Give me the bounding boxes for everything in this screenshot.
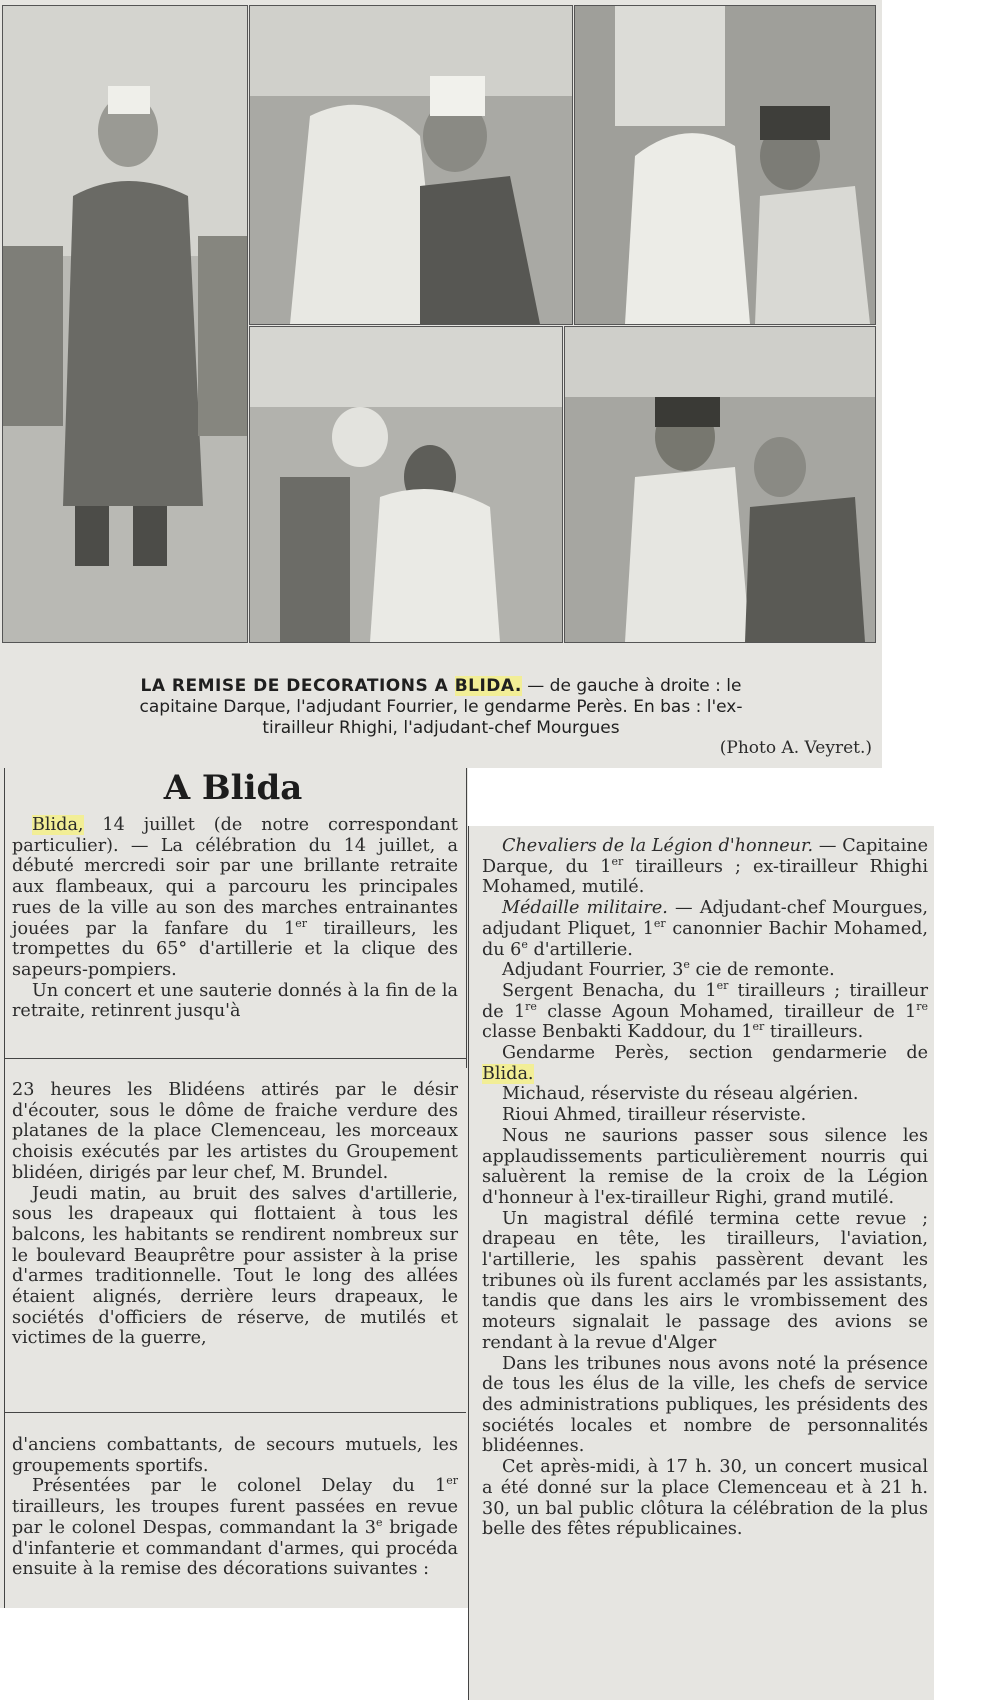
article-paragraph: Jeudi matin, au bruit des salves d'artillerie, sous les drapeaux qui flottaient à tous les balcons, les habitants se rendirent nombreux sur le boulevard Beauprêtre pour assister à la prise d'armes traditionnelle. Tout le long des allées étaient alignés, derrière leurs drapeaux, le sociétés d'officiers de réserve, de mutilés et victimes de la guerre,	[12, 1183, 458, 1349]
photo-credit: (Photo A. Veyret.)	[719, 738, 872, 758]
block-separator-2	[4, 1412, 466, 1413]
article-paragraph: Adjudant Fourrier, 3e cie de remonte.	[502, 958, 835, 981]
article-paragraph: Gendarme Perès, section gendarmerie de Blida.	[482, 1043, 928, 1084]
caption-line-1-rest: — de gauche à droite : le	[521, 676, 742, 696]
article-column-1-block-1	[12, 815, 458, 1022]
article-paragraph: Blida, 14 juillet (de notre correspondant particulier). — La célébration du 14 juillet, a débuté mercredi soir par une brillante retraite aux flambeaux, qui a parcouru les principales rues de la ville au son des marches entrainantes jouées par la fanfare du 1er tirailleurs, les trompettes du 65° d'artillerie et la clique des sapeurs-pompiers.	[12, 815, 458, 980]
caption-heading: LA REMISE DE DECORATIONS A	[140, 676, 455, 696]
caption-line-1	[10, 676, 872, 697]
caption-line-3: tirailleur Rhighi, l'adjudant-chef Mourgues	[262, 718, 620, 738]
article-title: A Blida	[163, 768, 303, 808]
photo-adjudant-fourrier	[249, 5, 573, 325]
article-paragraph: Michaud, réserviste du réseau algérien.	[502, 1084, 859, 1105]
medaille-militaire-paragraph: Médaille militaire. — Adjudant-chef Mourgues, adjudant Pliquet, 1er canonnier Bachir Mohamed, du 6e d'artillerie.	[482, 898, 928, 960]
photo-ex-tirailleur-rhighi	[249, 326, 563, 643]
photo-capitaine-darque	[2, 5, 248, 643]
caption-place: BLIDA.	[454, 676, 522, 696]
photo-caption	[10, 676, 872, 739]
column-divider-center	[466, 768, 467, 1068]
column-divider-center-lower	[468, 826, 469, 1700]
dateline-place: Blida,	[32, 815, 84, 835]
legion-honneur-paragraph: Chevaliers de la Légion d'honneur. — Capitaine Darque, du 1er tirailleurs ; ex-tirailleur Rhighi Mohamed, mutilé.	[482, 836, 929, 898]
article-column-1-block-3	[12, 1435, 458, 1580]
column-divider-left-outer	[4, 768, 5, 1608]
article-paragraph: Sergent Benacha, du 1er tirailleurs ; tirailleur de 1re classe Agoun Mohamed, tirailleur de 1re classe Benbakti Kaddour, du 1er tirailleurs.	[482, 979, 929, 1043]
place-highlight: Blida.	[482, 1063, 534, 1084]
photo-gendarme-peres	[574, 5, 876, 325]
article-paragraph: Dans les tribunes nous avons noté la présence de tous les élus de la ville, les chefs de service des administrations publiques, les présidents des sociétés locales et nombre de personnalités blidéennes.	[482, 1353, 928, 1457]
article-paragraph: 23 heures les Blidéens attirés par le désir d'écouter, sous le dôme de fraiche verdure des platanes de la place Clemenceau, les morceaux choisis exécutés par les artistes du Groupement blidéen, dirigés par leur chef, M. Brundel.	[12, 1080, 458, 1183]
article-column-2	[482, 836, 928, 1540]
article-column-1-block-2	[12, 1080, 458, 1349]
photo-adjudant-chef-mourgues	[564, 326, 876, 643]
article-paragraph: Rioui Ahmed, tirailleur réserviste.	[502, 1105, 807, 1126]
block-separator-1	[4, 1058, 466, 1059]
article-paragraph: d'anciens combattants, de secours mutuels, les groupements sportifs.	[12, 1435, 458, 1476]
caption-line-2: capitaine Darque, l'adjudant Fourrier, le gendarme Perès. En bas : l'ex-	[139, 697, 743, 717]
article-paragraph: Un magistral défilé termina cette revue ; drapeau en tête, les tirailleurs, l'aviation, l'artillerie, les spahis passèrent devant les tribunes où ils furent acclamés par les assistants, tandis que dans les airs le vrombissement des moteurs signalait le passage des avions se rendant à la revue d'Alger	[482, 1208, 928, 1353]
article-paragraph: Nous ne saurions passer sous silence les applaudissements particulièrement nourris qui saluèrent la remise de la croix de la Légion d'honneur à l'ex-tirailleur Righi, grand mutilé.	[482, 1125, 928, 1208]
article-paragraph: Un concert et une sauterie donnés à la fin de la retraite, retinrent jusqu'à	[12, 980, 458, 1022]
article-paragraph: Cet après-midi, à 17 h. 30, un concert musical a été donné sur la place Clemenceau et à 21 h. 30, un bal public clôtura la célébration de la plus belle des fêtes républicaines.	[482, 1457, 928, 1540]
article-paragraph: Présentées par le colonel Delay du 1er tirailleurs, les troupes furent passées en revue par le colonel Despas, commandant la 3e brigade d'infanterie et commandant d'armes, qui procéda ensuite à la remise des décorations suivantes :	[12, 1474, 458, 1580]
